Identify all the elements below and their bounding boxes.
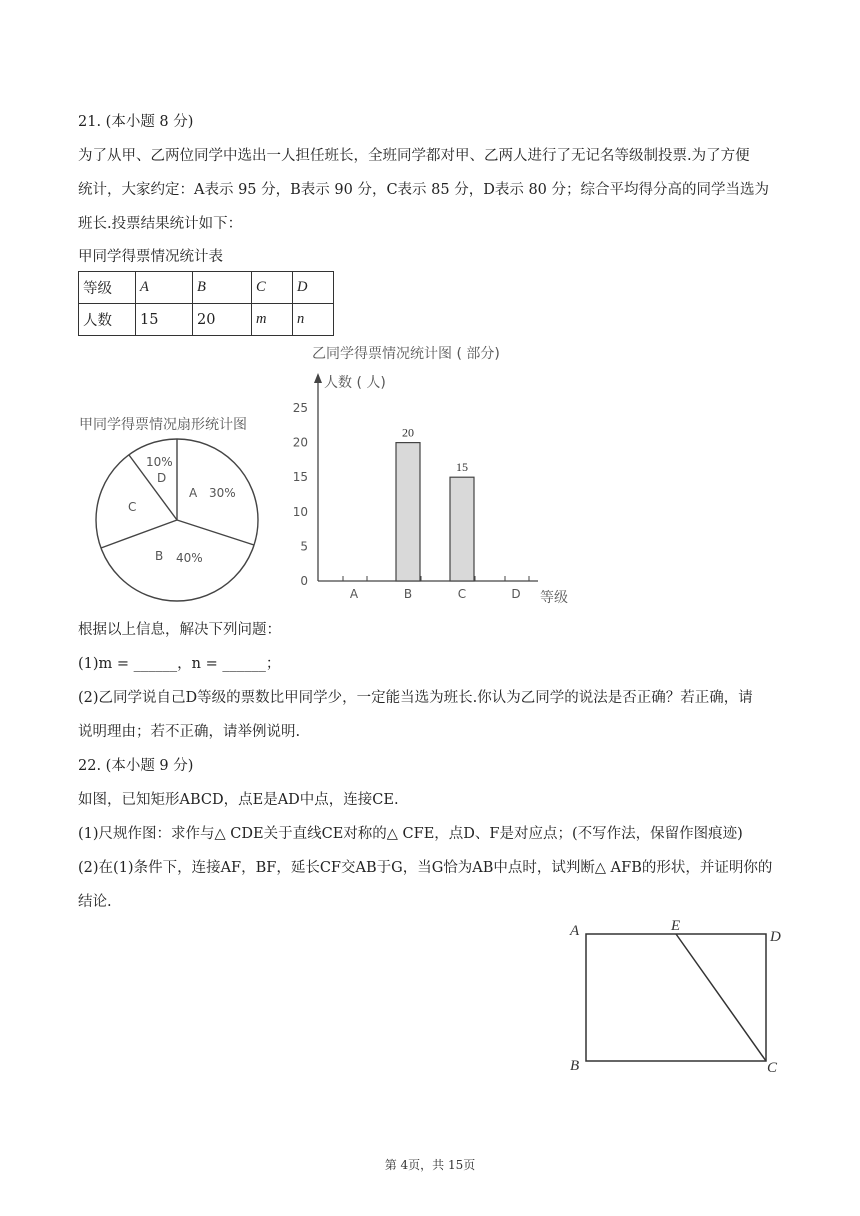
- score-table: [78, 271, 334, 336]
- y-tick-label: 10: [292, 504, 308, 519]
- y-tick-label: 20: [292, 435, 308, 450]
- bar-chart-ylabel: 人数 ( 人): [324, 375, 386, 391]
- label-a: A: [570, 923, 580, 939]
- pie-percent-b: 40%: [176, 551, 203, 565]
- bar-b: [396, 443, 420, 581]
- table-title: 甲同学得票情况统计表: [78, 249, 223, 265]
- table-cell: 20: [193, 304, 252, 336]
- pie-chart: [70, 405, 270, 610]
- table-row: [79, 272, 334, 304]
- label-d: D: [770, 929, 781, 945]
- table-cell: m: [252, 304, 293, 336]
- table-cell: C: [252, 272, 293, 304]
- pie-percent-a: 30%: [209, 486, 236, 500]
- pie-title: 甲同学得票情况扇形统计图: [79, 417, 247, 433]
- pie-divider: [101, 520, 177, 548]
- bar-value-label: 20: [402, 425, 414, 440]
- label-c: C: [767, 1060, 778, 1076]
- label-b: B: [570, 1058, 580, 1074]
- y-axis-arrow: [314, 373, 322, 383]
- table-cell: 人数: [79, 304, 136, 336]
- pie-label-d: D: [157, 471, 167, 485]
- y-tick-label: 25: [292, 401, 308, 415]
- q21-line3: 班长.投票结果统计如下：: [78, 216, 243, 232]
- q21-line2: 统计，大家约定：A表示 95 分，B表示 90 分，C表示 85 分，D表示 80 分；综合平均得分高的同学当选为: [78, 182, 770, 198]
- table-cell: n: [293, 304, 334, 336]
- y-tick-label: 0: [300, 574, 308, 588]
- pie-divider: [177, 520, 254, 545]
- rectangle-abcd: [586, 934, 766, 1061]
- pie-percent-d: 10%: [146, 455, 173, 469]
- table-cell: D: [293, 272, 334, 304]
- x-tick-label: B: [403, 587, 413, 601]
- q22-line4: 结论.: [78, 894, 112, 910]
- q21-title: 21. (本小题 8 分): [78, 114, 194, 130]
- pie-label-b: B: [155, 549, 164, 563]
- table-row: [79, 304, 334, 336]
- x-tick-label: C: [457, 587, 467, 601]
- bar-value-label: 15: [456, 460, 468, 475]
- q21-after: 根据以上信息，解决下列问题：: [78, 622, 281, 638]
- q21-sub2b: 说明理由；若不正确，请举例说明.: [78, 724, 301, 740]
- table-cell: A: [136, 272, 193, 304]
- bar-chart: [280, 340, 590, 610]
- rectangle-figure: [560, 915, 790, 1085]
- label-e: E: [671, 918, 681, 934]
- q22-line2: (1)尺规作图：求作与△ CDE关于直线CE对称的△ CFE，点D、F是对应点；(不写作法，保留作图痕迹): [78, 826, 743, 842]
- q21-sub2a: (2)乙同学说自己D等级的票数比甲同学少，一定能当选为班长.你认为乙同学的说法是否正确？若正确，请: [78, 690, 753, 706]
- bar-chart-xlabel: 等级: [540, 590, 568, 606]
- x-tick-label: A: [349, 587, 359, 601]
- table-cell: 15: [136, 304, 193, 336]
- q21-line1: 为了从甲、乙两位同学中选出一人担任班长，全班同学都对甲、乙两人进行了无记名等级制投票.为了方便: [78, 148, 750, 164]
- y-tick-label: 15: [292, 470, 308, 485]
- q22-line3: (2)在(1)条件下，连接AF，BF，延长CF交AB于G，当G恰为AB中点时，试判断△ AFB的形状，并证明你的: [78, 860, 773, 876]
- pie-label-c: C: [128, 500, 137, 514]
- pie-label-a: A: [189, 486, 198, 500]
- segment-ce: [676, 934, 766, 1061]
- x-tick-label: D: [511, 587, 521, 601]
- q21-sub1: (1)m = ______，n = ______；: [78, 656, 281, 672]
- page-footer: 第 4页，共 15页: [384, 1158, 476, 1172]
- bar-chart-title: 乙同学得票情况统计图 ( 部分): [312, 346, 500, 362]
- bar-c: [450, 477, 474, 581]
- table-cell: 等级: [79, 272, 136, 304]
- q22-line1: 如图，已知矩形ABCD，点E是AD中点，连接CE.: [78, 792, 399, 808]
- table-cell: B: [193, 272, 252, 304]
- q22-title: 22. (本小题 9 分): [78, 758, 194, 774]
- y-tick-label: 5: [300, 539, 308, 554]
